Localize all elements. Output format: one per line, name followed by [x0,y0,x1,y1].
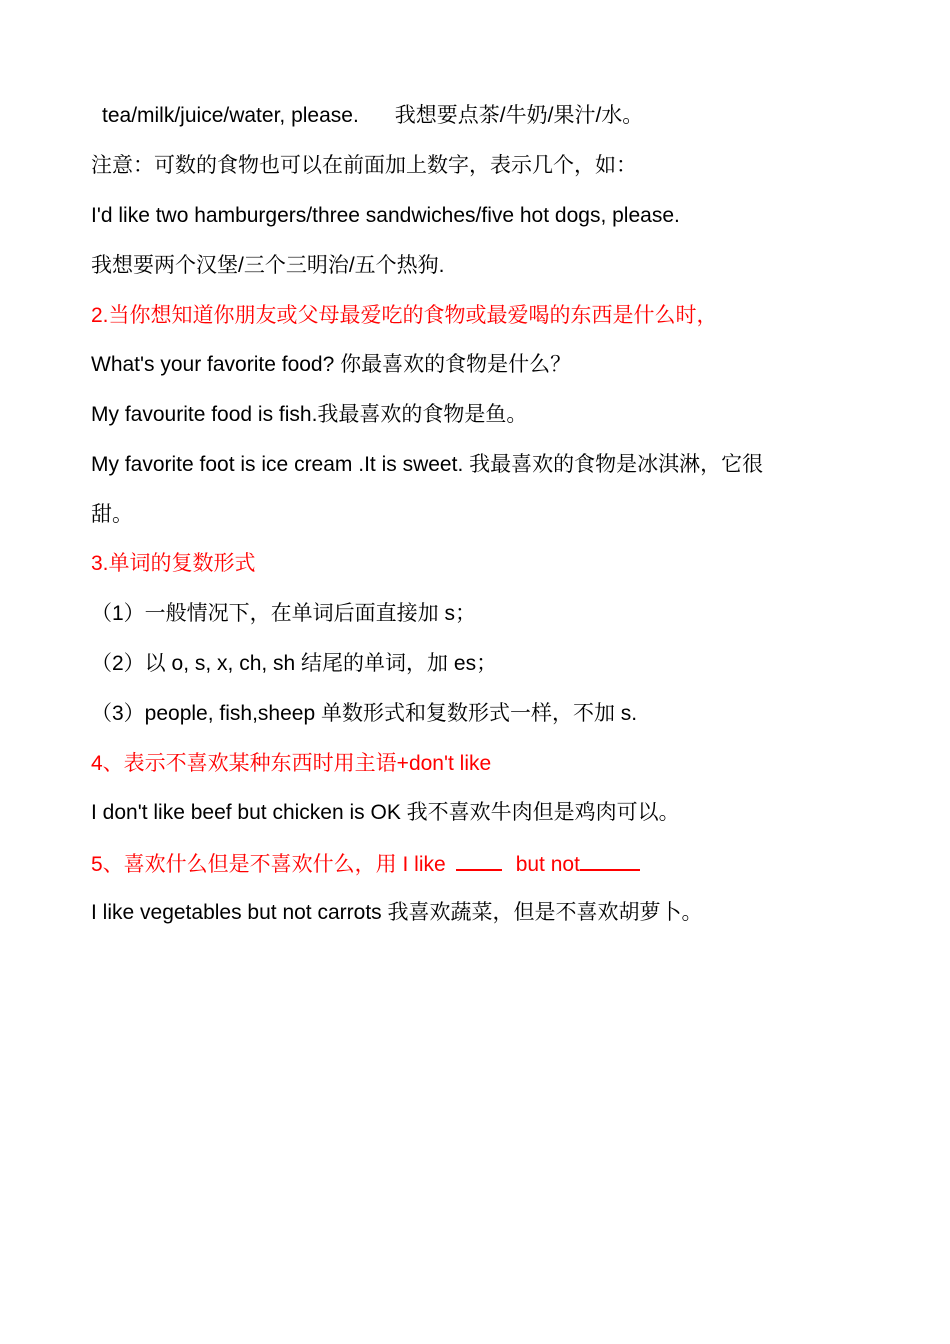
english-sentence: tea/milk/juice/water, please. [102,104,359,127]
text-line-like-but-not-example: I like vegetables but not carrots 我喜欢蔬菜，但是不喜欢胡萝卜。 [91,901,703,924]
section-heading-2: 2.当你想知道你朋友或父母最爱吃的食物或最爱喝的东西是什么时， [91,304,718,327]
text-line-answer-icecream: My favorite foot is ice cream .It is sweet. 我最喜欢的食物是冰淇淋，它很 [91,453,764,476]
list-item-rule-3: （3）people, fish,sheep 单数形式和复数形式一样，不加 s. [91,702,638,725]
list-item-rule-2: （2）以 o, s, x, ch, sh 结尾的单词，加 es； [91,652,498,675]
text-line-order-drinks [102,102,882,130]
section-heading-5 [91,849,871,879]
text-line-dislike-example: I don't like beef but chicken is OK 我不喜欢牛肉但是鸡肉可以。 [91,801,680,824]
text-line-answer-fish: My favourite food is fish.我最喜欢的食物是鱼。 [91,403,528,426]
section-heading-4: 4、表示不喜欢某种东西时用主语+don't like [91,752,492,775]
text-line-note: 注意：可数的食物也可以在前面加上数字，表示几个，如： [91,154,637,177]
section-heading-3: 3.单词的复数形式 [91,552,256,575]
list-item-rule-1: （1）一般情况下，在单词后面直接加 s； [91,602,477,625]
chinese-translation: 我想要点茶/牛奶/果汁/水。 [394,104,644,127]
fill-in-blank-1 [456,849,502,871]
fill-in-blank-2 [580,849,640,871]
heading-5-but-not: but not [515,853,580,876]
text-line-example-cn: 我想要两个汉堡/三个三明治/五个热狗. [91,254,445,277]
text-line-question: What's your favorite food? 你最喜欢的食物是什么？ [91,353,572,376]
text-line-answer-icecream-cont: 甜。 [91,503,133,526]
heading-5-prefix: 5、喜欢什么但是不喜欢什么，用 I like [91,853,446,876]
text-line-example-en: I'd like two hamburgers/three sandwiches/five hot dogs, please. [91,204,680,227]
